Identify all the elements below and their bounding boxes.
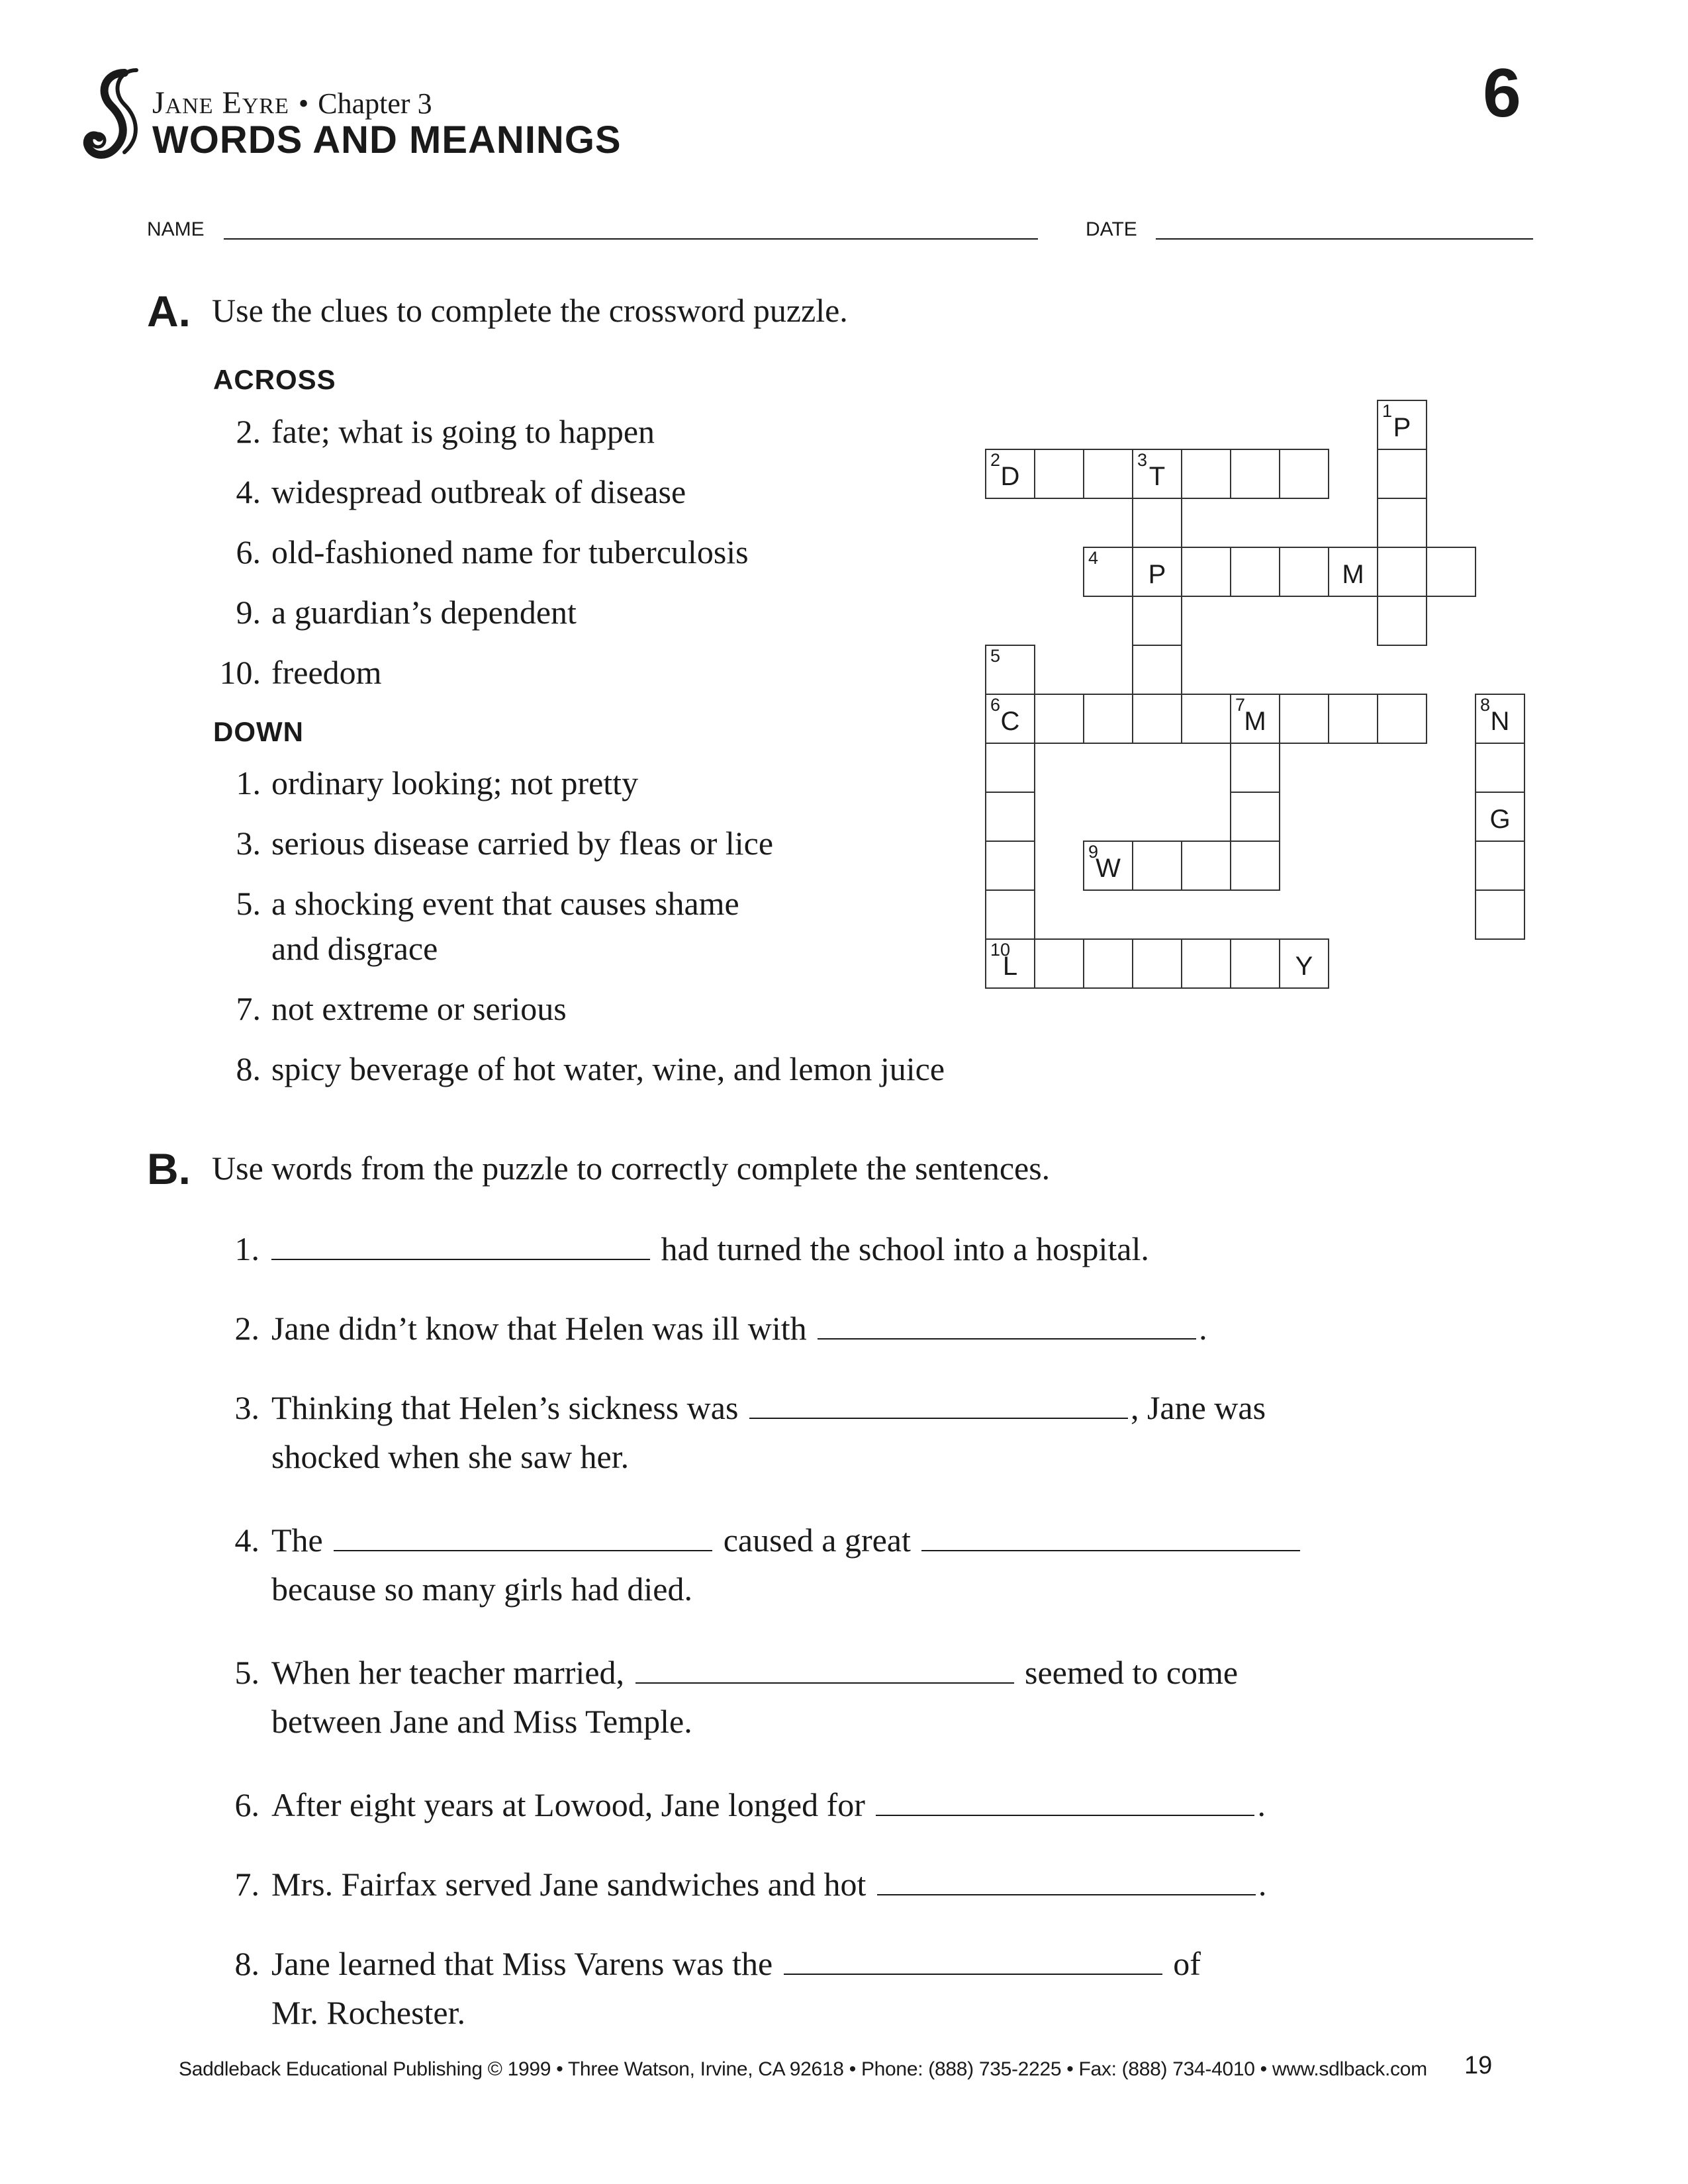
clue-down-8: 8. spicy beverage of hot water, wine, and lemon juice: [236, 1050, 945, 1087]
chapter-label: Chapter 3: [318, 87, 432, 120]
sentence-1: 1. had turned the school into a hospital.: [234, 1230, 1149, 1267]
clue-down-3: 3. serious disease carried by fleas or lice: [236, 825, 774, 862]
date-label: DATE: [1086, 218, 1137, 240]
crossword-cell[interactable]: [1181, 841, 1231, 891]
sentence-5-cont: between Jane and Miss Temple.: [271, 1703, 692, 1740]
sentence-8-cont: Mr. Rochester.: [271, 1994, 466, 2031]
crossword-cell[interactable]: [1475, 743, 1525, 793]
clue-down-5-cont: and disgrace: [271, 930, 438, 967]
answer-blank-7[interactable]: [877, 1865, 1256, 1895]
crossword-cell-number: 2: [990, 450, 1001, 470]
chapter-subtitle: [152, 85, 432, 121]
crossword-cell-letter: M: [1244, 707, 1266, 736]
crossword-cell[interactable]: [1475, 841, 1525, 891]
name-label: NAME: [147, 218, 205, 240]
answer-blank-4a[interactable]: [334, 1521, 712, 1551]
crossword-cell[interactable]: [1377, 498, 1427, 548]
series-logo-icon: [78, 66, 151, 165]
crossword-cell[interactable]: [1230, 841, 1280, 891]
crossword-cell[interactable]: [1328, 694, 1378, 744]
crossword-cell[interactable]: [1475, 889, 1525, 940]
clue-across-10: 10. freedom: [219, 654, 382, 691]
crossword-cell[interactable]: [1377, 596, 1427, 646]
crossword-cell[interactable]: [1132, 596, 1182, 646]
across-heading: ACROSS: [213, 364, 336, 395]
answer-blank-1[interactable]: [271, 1230, 650, 1260]
section-b-instruction: Use words from the puzzle to correctly complete the sentences.: [212, 1150, 1051, 1187]
down-heading: DOWN: [213, 716, 304, 747]
crossword-cell-number: 3: [1137, 450, 1148, 470]
crossword-cell[interactable]: [985, 645, 1035, 695]
crossword-grid: [985, 400, 1525, 995]
crossword-cell[interactable]: [1230, 694, 1280, 744]
crossword-cell-number: 7: [1235, 695, 1246, 715]
crossword-cell[interactable]: [1426, 547, 1476, 597]
crossword-cell[interactable]: [1328, 547, 1378, 597]
unit-number: 6: [1483, 55, 1521, 132]
crossword-cell[interactable]: [1475, 694, 1525, 744]
sentence-8: 8. Jane learned that Miss Varens was the of: [234, 1945, 1201, 1982]
crossword-cell[interactable]: [1181, 547, 1231, 597]
crossword-cell[interactable]: [1181, 938, 1231, 989]
crossword-cell[interactable]: [1230, 449, 1280, 499]
crossword-cell[interactable]: [985, 694, 1035, 744]
page-number: 19: [1464, 2052, 1493, 2079]
crossword-cell[interactable]: [1132, 938, 1182, 989]
section-a-letter: A.: [147, 287, 191, 336]
sentence-3: 3. Thinking that Helen’s sickness was , Jane was: [234, 1389, 1266, 1426]
crossword-cell-letter: P: [1393, 413, 1411, 442]
name-field[interactable]: [224, 238, 1038, 240]
crossword-cell[interactable]: [1132, 841, 1182, 891]
crossword-cell[interactable]: [1230, 547, 1280, 597]
crossword-cell[interactable]: [1377, 400, 1427, 450]
clue-down-1: 1. ordinary looking; not pretty: [236, 764, 639, 801]
answer-blank-6[interactable]: [876, 1786, 1254, 1816]
crossword-cell[interactable]: [1230, 938, 1280, 989]
crossword-cell[interactable]: [1083, 449, 1133, 499]
crossword-cell[interactable]: [985, 743, 1035, 793]
crossword-cell-number: 1: [1382, 401, 1393, 421]
footer-publisher: Saddleback Educational Publishing © 1999 • Three Watson, Irvine, CA 92618 • Phone: (888) 735-2225 • Fax: (888) 734-4010 • www.sdlback.com: [179, 2058, 1427, 2080]
crossword-cell-number: 6: [990, 695, 1001, 715]
section-a-instruction: Use the clues to complete the crossword puzzle.: [212, 292, 848, 329]
crossword-cell[interactable]: [1083, 841, 1133, 891]
crossword-cell[interactable]: [1230, 792, 1280, 842]
clue-across-4: 4. widespread outbreak of disease: [236, 473, 686, 510]
crossword-cell[interactable]: [1132, 449, 1182, 499]
crossword-cell-letter: W: [1096, 854, 1121, 883]
crossword-cell[interactable]: [1034, 449, 1084, 499]
crossword-cell[interactable]: [1377, 449, 1427, 499]
crossword-cell[interactable]: [1132, 498, 1182, 548]
crossword-cell[interactable]: [1083, 694, 1133, 744]
date-field[interactable]: [1156, 238, 1533, 240]
crossword-cell[interactable]: [1377, 547, 1427, 597]
crossword-cell-number: 5: [990, 646, 1001, 666]
crossword-cell[interactable]: [1083, 938, 1133, 989]
clue-down-7: 7. not extreme or serious: [236, 990, 567, 1027]
crossword-cell[interactable]: [1279, 449, 1329, 499]
crossword-cell[interactable]: [985, 938, 1035, 989]
sentence-5: 5. When her teacher married, seemed to come: [234, 1654, 1239, 1691]
answer-blank-4b[interactable]: [921, 1521, 1300, 1551]
sentence-3-cont: shocked when she saw her.: [271, 1438, 630, 1475]
page-title: WORDS AND MEANINGS: [152, 118, 622, 161]
answer-blank-5[interactable]: [635, 1653, 1014, 1684]
subtitle-separator: •: [298, 87, 309, 120]
answer-blank-3[interactable]: [749, 1388, 1128, 1419]
crossword-cell[interactable]: [1279, 547, 1329, 597]
book-title: Jane Eyre: [152, 85, 289, 120]
crossword-cell[interactable]: [985, 792, 1035, 842]
crossword-cell[interactable]: [1181, 449, 1231, 499]
crossword-cell[interactable]: [985, 889, 1035, 940]
crossword-cell[interactable]: [1034, 694, 1084, 744]
crossword-cell[interactable]: [1181, 694, 1231, 744]
crossword-cell-letter: Y: [1295, 952, 1313, 981]
answer-blank-8[interactable]: [784, 1944, 1162, 1975]
sentence-6: 6. After eight years at Lowood, Jane longed for .: [234, 1786, 1266, 1823]
crossword-cell-number: 10: [990, 940, 1011, 960]
crossword-cell-letter: M: [1342, 560, 1364, 589]
crossword-cell-letter: P: [1148, 560, 1166, 589]
clue-across-2: 2. fate; what is going to happen: [236, 413, 655, 450]
clue-across-9: 9. a guardian’s dependent: [236, 594, 577, 631]
answer-blank-2[interactable]: [818, 1309, 1196, 1340]
crossword-cell-letter: G: [1489, 805, 1511, 834]
crossword-cell[interactable]: [1034, 938, 1084, 989]
sentence-7: 7. Mrs. Fairfax served Jane sandwiches and hot .: [234, 1866, 1267, 1903]
clue-across-6: 6. old-fashioned name for tuberculosis: [236, 533, 749, 570]
crossword-cell-letter: C: [1000, 707, 1020, 736]
crossword-cell[interactable]: [985, 841, 1035, 891]
crossword-cell-number: 4: [1088, 548, 1099, 568]
sentence-2: 2. Jane didn’t know that Helen was ill with .: [234, 1310, 1207, 1347]
crossword-cell-letter: N: [1490, 707, 1510, 736]
crossword-cell-number: 9: [1088, 842, 1099, 862]
crossword-cell[interactable]: [1132, 547, 1182, 597]
crossword-cell[interactable]: [1083, 547, 1133, 597]
sentence-4: 4. The caused a great: [271, 1516, 1303, 1565]
crossword-cell[interactable]: [985, 449, 1035, 499]
crossword-cell[interactable]: [1132, 645, 1182, 695]
clue-down-5: 5. a shocking event that causes shame: [236, 885, 739, 922]
crossword-cell[interactable]: [1377, 694, 1427, 744]
crossword-cell-number: 8: [1480, 695, 1491, 715]
crossword-cell[interactable]: [1132, 694, 1182, 744]
crossword-cell-letter: L: [1002, 952, 1018, 981]
crossword-cell[interactable]: [1279, 938, 1329, 989]
crossword-cell[interactable]: [1279, 694, 1329, 744]
crossword-cell-letter: D: [1000, 462, 1020, 491]
crossword-cell[interactable]: [1475, 792, 1525, 842]
sentence-4-cont: because so many girls had died.: [271, 1570, 692, 1608]
section-b-letter: B.: [147, 1144, 191, 1193]
crossword-cell-letter: T: [1149, 462, 1166, 491]
crossword-cell[interactable]: [1230, 743, 1280, 793]
